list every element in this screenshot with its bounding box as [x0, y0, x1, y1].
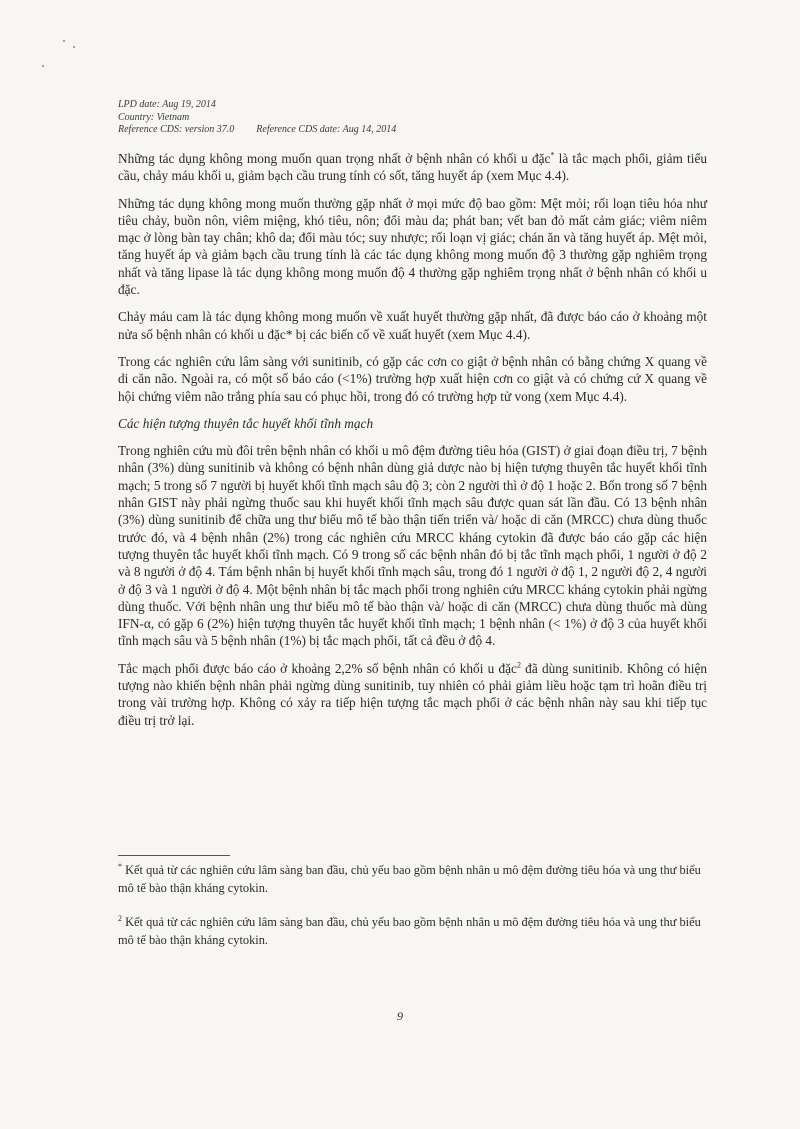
footnote-mark: *: [118, 861, 122, 871]
footnote-ref: 2: [516, 660, 521, 670]
paragraph: Trong các nghiên cứu lâm sàng với sunitinib, có gặp các cơn co giật ở bệnh nhân có bằng chứng X quang về di căn não. Ngoài ra, có một số báo cáo (<1%) trường hợp xuất hiện cơn co giật và có chứng cứ X quang về hội chứng viêm não trắng phía sau có phục hồi, trong đó có trường hợp tử vong (xem Mục 4.4).: [118, 353, 707, 404]
footnote-ref: *: [550, 150, 555, 160]
paragraph: Những tác dụng không mong muốn thường gặp nhất ở mọi mức độ bao gồm: Mệt mỏi; rối loạn tiêu hóa như tiêu chảy, buồn nôn, viêm miệng, khó tiêu, nôn; đổi màu da; phát ban; vết ban đỏ mất cảm giác; viêm niêm mạc ở lòng bàn tay chân; khô da; đổi màu tóc; suy nhược; rối loạn vị giác; chán ăn và tăng huyết áp. Mệt mỏi, tăng huyết áp và giảm bạch cầu trung tính là các tác dụng không mong muốn độ 3 thường gặp nghiêm trọng nhất và tăng lipase là tác dụng không mong muốn độ 4 thường gặp nghiêm trọng nhất ở bệnh nhân có khối u đặc.: [118, 195, 707, 298]
body-text: [118, 150, 707, 739]
footnotes: [118, 862, 707, 966]
scan-speck: [42, 65, 44, 67]
document-header: [118, 99, 396, 137]
paragraph: Tắc mạch phổi được báo cáo ở khoảng 2,2% số bệnh nhân có khối u đặc$^2$ đã dùng sunitinib. Không có hiện tượng nào khiến bệnh nhân phải ngừng dùng sunitinib, tuy nhiên có phải giảm liều hoặc tạm trì hoãn điều trị trong vài trường hợp. Không có xảy ra tiếp hiện tượng tắc mạch phổi ở các bệnh nhân này sau khi tiếp tục điều trị trở lại.: [118, 660, 707, 728]
scan-speck: [63, 40, 65, 42]
reference-cds-date: Reference CDS date: Aug 14, 2014: [256, 124, 397, 135]
paragraph: Chảy máu cam là tác dụng không mong muốn về xuất huyết thường gặp nhất, đã được báo cáo ở khoảng một nửa số bệnh nhân có khối u đặc* bị các biến cố về xuất huyết (xem Mục 4.4).: [118, 309, 707, 342]
footnote: $^2$ Kết quả từ các nghiên cứu lâm sàng ban đầu, chủ yếu bao gồm bệnh nhân u mô đệm đường tiêu hóa và ung thư biểu mô tế bào thận kháng cytokin.: [118, 913, 701, 947]
page-number: 9: [397, 1009, 403, 1023]
reference-cds: Reference CDS: version 37.0: [118, 124, 235, 135]
lpd-date: LPD date: Aug 19, 2014: [118, 99, 216, 110]
reference-line: [118, 124, 396, 137]
footnote-mark: 2: [118, 913, 122, 923]
paragraph: Trong nghiên cứu mù đôi trên bệnh nhân có khối u mô đệm đường tiêu hóa (GIST) ở giai đoạn điều trị, 7 bệnh nhân (3%) dùng sunitinib và không có bệnh nhân dùng giả dược nào bị hiện tượng thuyên tắc huyết khối tĩnh mạch; 5 trong số 7 người bị huyết khối tĩnh mạch sâu độ 3; còn 2 người thì ở độ 1 hoặc 2. Bốn trong số 7 bệnh nhân GIST này phải ngừng thuốc sau khi huyết khối tĩnh mạch sâu được quan sát lần đầu. Có 13 bệnh nhân (3%) dùng sunitinib để chữa ung thư biểu mô tế bào thận tiến triển và/ hoặc di căn (MRCC) chưa dùng thuốc trước đó, và 4 bệnh nhân (2%) trong các nghiên cứu MRCC kháng cytokin đã được báo cáo gặp các hiện tượng thuyên tắc huyết khối tĩnh mạch. Có 9 trong số các bệnh nhân đó bị tắc tĩnh mạch phổi, 1 người ở độ 2 và 8 người ở độ 4. Tám bệnh nhân bị huyết khối tĩnh mạch sâu, trong đó 1 người ở độ 1, 2 người độ 2, 4 người ở độ 3 và 1 người ở độ 4. Một bệnh nhân bị tắc mạch phổi trong nghiên cứu MRCC kháng cytokin phải ngừng dùng thuốc. Với bệnh nhân ung thư biểu mô tế bào thận và/ hoặc di căn (MRCC) chưa dùng thuốc mà dùng IFN-α, có gặp 6 (2%) hiện tượng thuyên tắc huyết khối tĩnh mạch; 1 bệnh nhân (< 1%) ở độ 3 của huyết khối tĩnh mạch sâu và 5 bệnh nhân (1%) bị tắc mạch phổi, tất cả đều ở độ 4.: [118, 443, 707, 649]
paragraph: Những tác dụng không mong muốn quan trọng nhất ở bệnh nhân có khối u đặc* là tắc mạch phổi, giảm tiểu cầu, chảy máu khối u, giảm bạch cầu trung tính có sốt, tăng huyết áp (xem Mục 4.4).: [118, 150, 707, 184]
footnote: * Kết quả từ các nghiên cứu lâm sàng ban đầu, chủ yếu bao gồm bệnh nhân u mô đệm đường tiêu hóa và ung thư biểu mô tế bào thận kháng cytokin.: [118, 861, 701, 895]
country: Country: Vietnam: [118, 111, 190, 123]
section-subheading: Các hiện tượng thuyên tắc huyết khối tĩnh mạch: [118, 415, 374, 431]
scan-speck: [73, 46, 75, 48]
footnote-separator: [118, 855, 230, 856]
